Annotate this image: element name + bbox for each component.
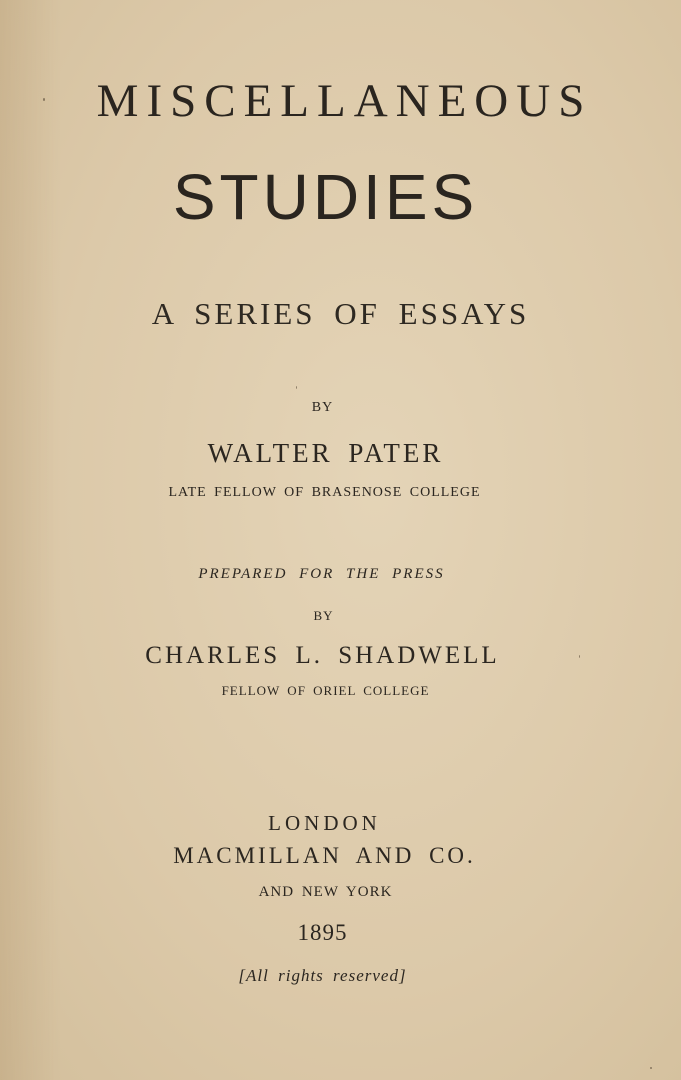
publication-year: 1895 (297, 920, 348, 945)
publisher-city: LONDON (268, 811, 381, 835)
book-title-line-2: STUDIES (172, 161, 479, 233)
publisher-name: MACMILLAN AND CO. (173, 843, 476, 868)
paper-speck (43, 98, 45, 101)
author-name: WALTER PATER (207, 438, 444, 468)
paper-speck (579, 655, 580, 658)
paper-speck (650, 1067, 652, 1069)
editor-affiliation: FELLOW OF ORIEL COLLEGE (221, 683, 430, 698)
publisher-location: AND NEW YORK (258, 884, 393, 900)
prepared-for-press: PREPARED FOR THE PRESS (198, 566, 445, 582)
paper-speck (296, 386, 297, 389)
book-title-line-1: MISCELLANEOUS (96, 75, 593, 127)
rights-notice: [All rights reserved] (238, 966, 407, 985)
by-label-author: BY (311, 400, 334, 415)
editor-name: CHARLES L. SHADWELL (145, 642, 500, 669)
author-affiliation: LATE FELLOW OF BRASENOSE COLLEGE (168, 485, 481, 500)
by-label-editor: BY (313, 608, 334, 623)
book-subtitle: A SERIES OF ESSAYS (151, 296, 530, 331)
